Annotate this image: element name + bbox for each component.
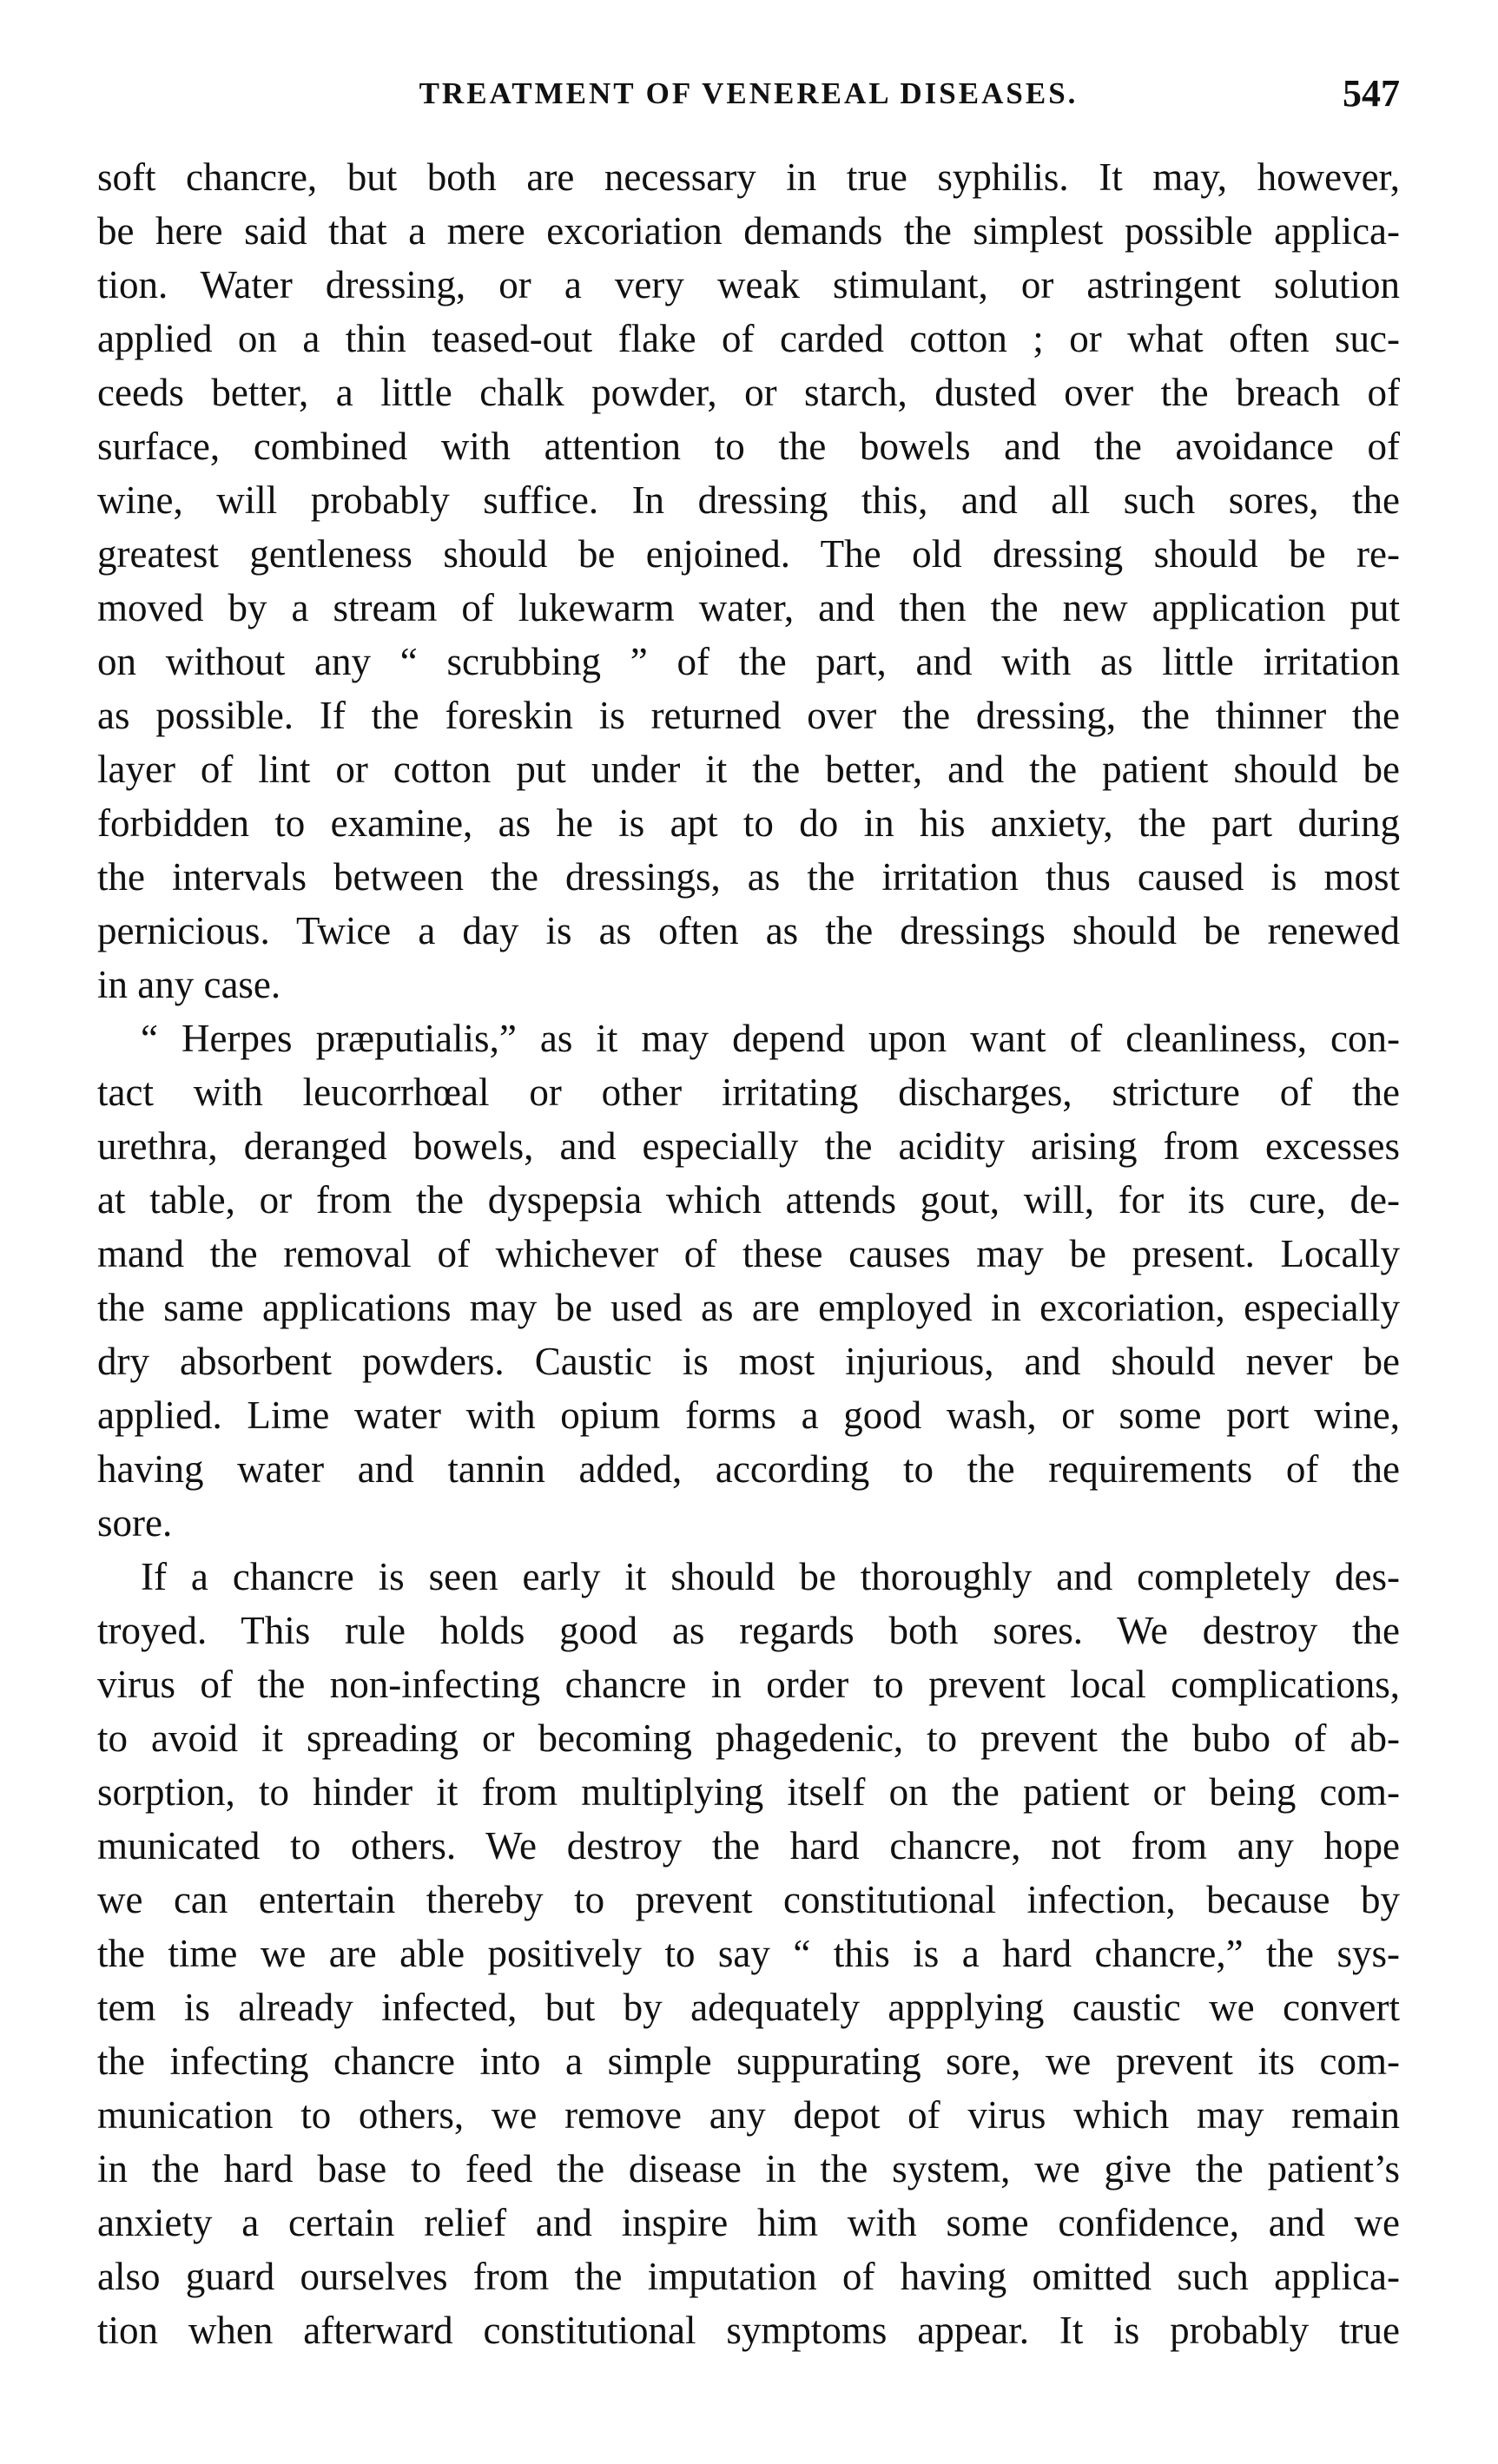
text-line: be here said that a mere excoriation demands the simplest possible applica- [97, 209, 1400, 253]
text-line: mand the removal of whichever of these causes may be present. Locally [97, 1232, 1400, 1275]
text-line: the infecting chancre into a simple suppurating sore, we prevent its com- [97, 2039, 1400, 2083]
body-text [97, 150, 1400, 2357]
text-line: If a chancre is seen early it should be thoroughly and completely des- [141, 1555, 1400, 1598]
running-head: TREATMENT OF VENEREAL DISEASES. [419, 76, 1079, 110]
text-line: moved by a stream of lukewarm water, and then the new application put [97, 586, 1400, 629]
text-line: forbidden to examine, as he is apt to do in his anxiety, the part during [97, 801, 1400, 845]
text-line: ceeds better, a little chalk powder, or starch, dusted over the breach of [97, 371, 1400, 414]
text-line: having water and tannin added, according to the requirements of the [97, 1447, 1400, 1491]
text-line: pernicious. Twice a day is as often as the dressings should be renewed [97, 909, 1400, 952]
page-header [97, 68, 1400, 120]
text-line: also guard ourselves from the imputation of having omitted such applica- [97, 2255, 1400, 2298]
text-line: in the hard base to feed the disease in the system, we give the patient’s [97, 2147, 1400, 2191]
text-line: surface, combined with attention to the bowels and the avoidance of [97, 425, 1400, 468]
text-line: the intervals between the dressings, as the irritation thus caused is most [97, 855, 1400, 899]
page-number: 547 [1343, 72, 1400, 115]
text-line: at table, or from the dyspepsia which attends gout, will, for its cure, de- [97, 1178, 1400, 1222]
text-line: the same applications may be used as are employed in excoriation, especially [97, 1286, 1400, 1329]
text-line: applied on a thin teased-out flake of carded cotton ; or what often suc- [97, 317, 1400, 360]
text-line: virus of the non-infecting chancre in order to prevent local complications, [97, 1663, 1400, 1706]
text-line: municated to others. We destroy the hard chancre, not from any hope [97, 1824, 1400, 1868]
text-line: tem is already infected, but by adequately appplying caustic we convert [97, 1986, 1400, 2029]
text-line: soft chancre, but both are necessary in true syphilis. It may, however, [97, 155, 1400, 199]
text-line: sorption, to hinder it from multiplying itself on the patient or being com- [97, 1770, 1400, 1814]
text-line: urethra, deranged bowels, and especially the acidity arising from excesses [97, 1124, 1400, 1168]
text-line: in any case. [97, 963, 281, 1006]
text-line: wine, will probably suffice. In dressing this, and all such sores, the [97, 478, 1400, 522]
text-line: anxiety a certain relief and inspire him with some confidence, and we [97, 2201, 1400, 2244]
text-line: munication to others, we remove any depot of virus which may remain [97, 2093, 1400, 2137]
text-line: sore. [97, 1501, 173, 1545]
text-line: tion. Water dressing, or a very weak stimulant, or astringent solution [97, 263, 1400, 306]
text-line: tion when afterward constitutional symptoms appear. It is probably true [97, 2309, 1400, 2352]
text-line: “ Herpes præputialis,” as it may depend upon want of cleanliness, con- [141, 1017, 1400, 1060]
text-line: greatest gentleness should be enjoined. The old dressing should be re- [97, 532, 1400, 576]
text-line: as possible. If the foreskin is returned over the dressing, the thinner the [97, 694, 1400, 737]
text-line: applied. Lime water with opium forms a good wash, or some port wine, [97, 1393, 1400, 1437]
text-line: the time we are able positively to say “ this is a hard chancre,” the sys- [97, 1932, 1400, 1975]
text-line: we can entertain thereby to prevent constitutional infection, because by [97, 1878, 1400, 1921]
text-line: tact with leucorrhœal or other irritating discharges, stricture of the [97, 1071, 1400, 1114]
text-line: on without any “ scrubbing ” of the part, and with as little irritation [97, 640, 1400, 683]
text-line: dry absorbent powders. Caustic is most injurious, and should never be [97, 1340, 1400, 1383]
text-line: to avoid it spreading or becoming phagedenic, to prevent the bubo of ab- [97, 1716, 1400, 1760]
text-line: layer of lint or cotton put under it the better, and the patient should be [97, 748, 1400, 791]
text-line: troyed. This rule holds good as regards both sores. We destroy the [97, 1609, 1400, 1652]
